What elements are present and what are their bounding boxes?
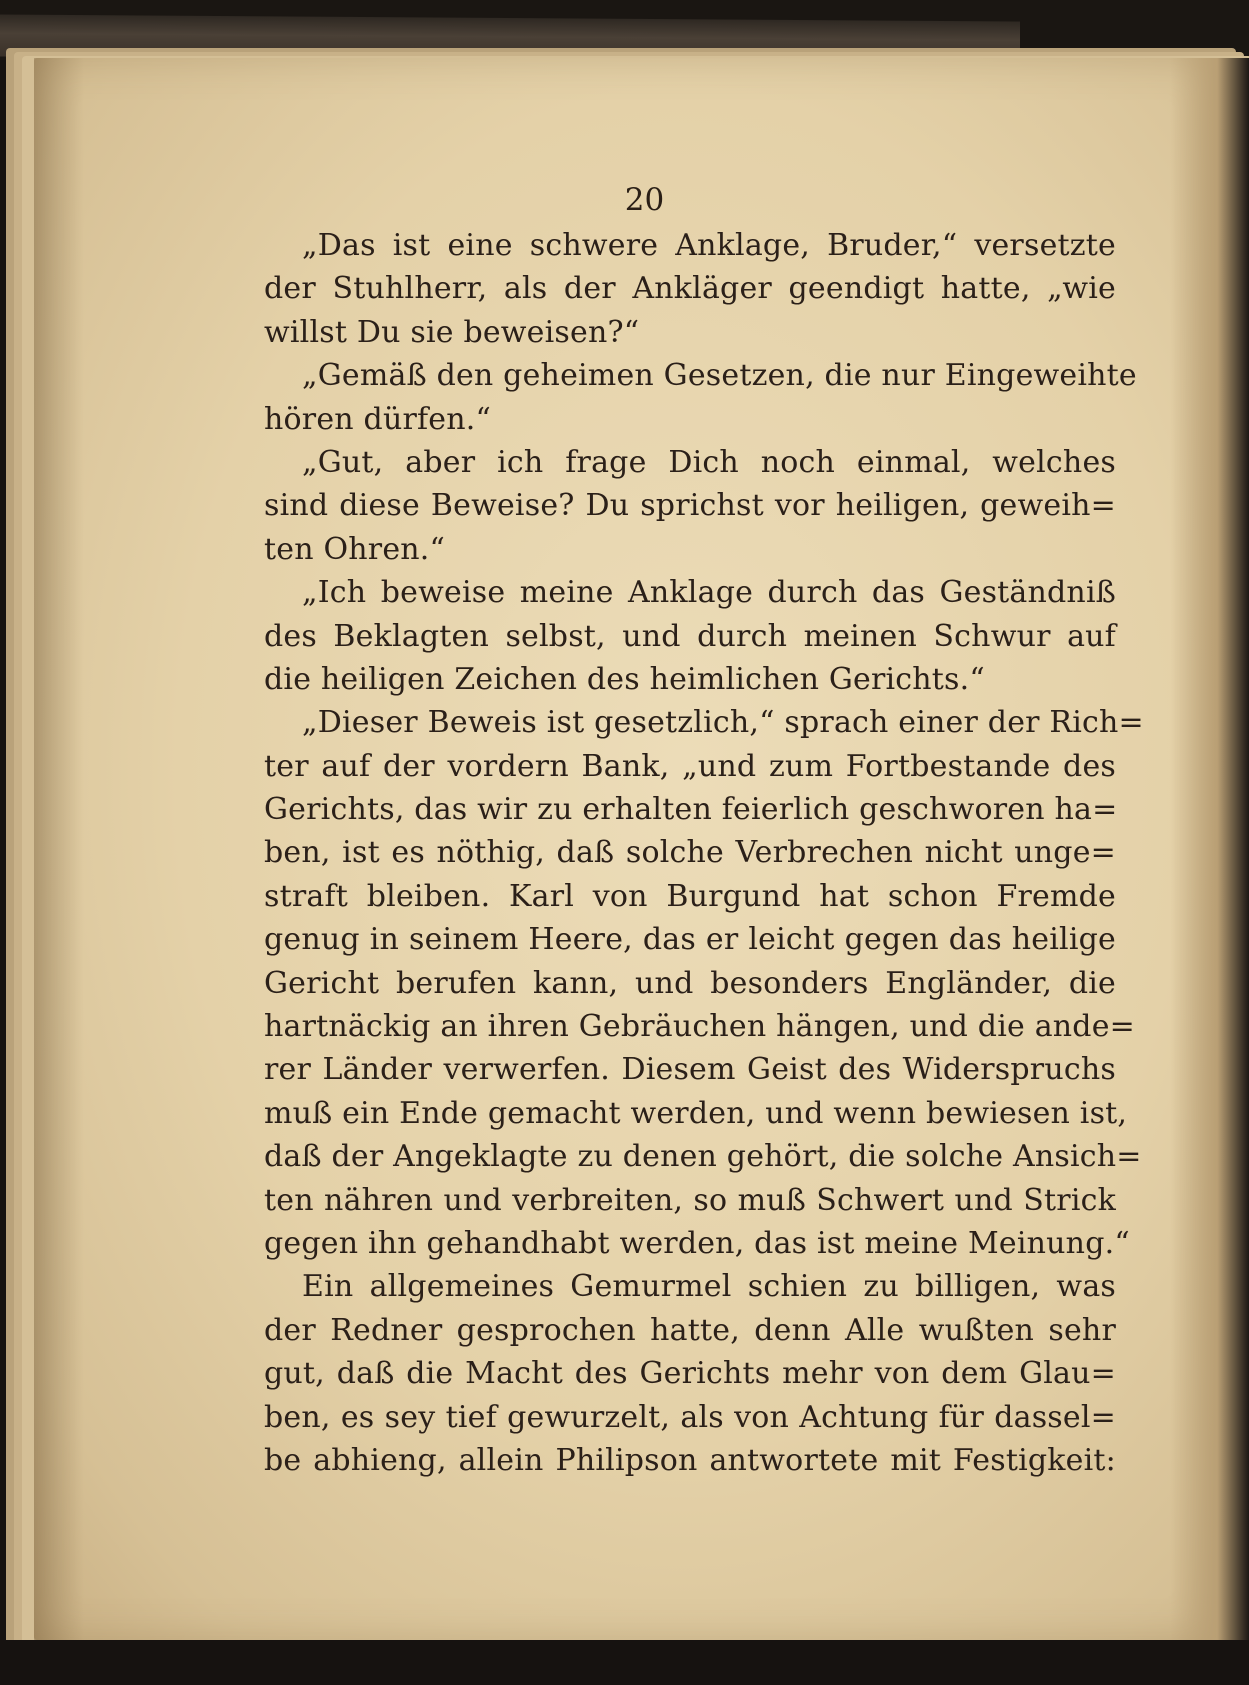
text-line: Gericht berufen kann, und besonders Engländer, die xyxy=(264,965,1116,1001)
text-line: gegen ihn gehandhabt werden, das ist meine Meinung.“ xyxy=(264,1225,1130,1261)
text-line: „Ich beweise meine Anklage durch das Geständniß xyxy=(302,575,1116,611)
gutter-shadow xyxy=(34,58,84,1640)
text-line: „Gemäß den geheimen Gesetzen, die nur Eingeweihte xyxy=(302,358,1137,394)
text-line: be abhieng, allein Philipson antwortete mit Festigkeit: xyxy=(264,1442,1116,1478)
text-line: ben, ist es nöthig, daß solche Verbrechen nicht unge= xyxy=(264,835,1116,871)
text-line: Gerichts, das wir zu erhalten feierlich geschworen ha= xyxy=(264,792,1118,828)
text-line: ben, es sey tief gewurzelt, als von Achtung für dassel= xyxy=(264,1399,1116,1435)
text-line: der Redner gesprochen hatte, denn Alle wußten sehr xyxy=(264,1312,1116,1348)
text-line: willst Du sie beweisen?“ xyxy=(264,314,640,350)
text-line: straft bleiben. Karl von Burgund hat schon Fremde xyxy=(264,878,1116,914)
text-line: sind diese Beweise? Du sprichst vor heiligen, geweih= xyxy=(264,488,1116,524)
text-line: hören dürfen.“ xyxy=(264,401,492,437)
text-line: des Beklagten selbst, und durch meinen Schwur auf xyxy=(264,618,1116,654)
text-line: gut, daß die Macht des Gerichts mehr von dem Glau= xyxy=(264,1356,1116,1392)
page-right-edge xyxy=(1170,58,1249,1640)
text-line: „Dieser Beweis ist gesetzlich,“ sprach einer der Rich= xyxy=(302,705,1144,741)
page-number: 20 xyxy=(624,182,665,218)
text-line: ten nähren und verbreiten, so muß Schwert und Strick xyxy=(264,1182,1116,1218)
text-line: genug in seinem Heere, das er leicht gegen das heilige xyxy=(264,922,1116,958)
text-line: die heiligen Zeichen des heimlichen Gerichts.“ xyxy=(264,661,985,697)
text-line: der Stuhlherr, als der Ankläger geendigt hatte, „wie xyxy=(264,271,1116,307)
text-line: Ein allgemeines Gemurmel schien zu billigen, was xyxy=(302,1269,1116,1305)
text-line: ten Ohren.“ xyxy=(264,531,446,567)
text-line: rer Länder verwerfen. Diesem Geist des Widerspruchs xyxy=(264,1052,1116,1088)
text-line: „Gut, aber ich frage Dich noch einmal, welches xyxy=(302,444,1116,480)
scan-bottom-edge xyxy=(0,1640,1249,1685)
body-text xyxy=(264,224,1144,1482)
text-line: muß ein Ende gemacht werden, und wenn bewiesen ist, xyxy=(264,1095,1128,1131)
text-line: daß der Angeklagte zu denen gehört, die solche Ansich= xyxy=(264,1139,1142,1175)
text-line: „Das ist eine schwere Anklage, Bruder,“ versetzte xyxy=(302,228,1116,263)
text-line: ter auf der vordern Bank, „und zum Fortbestande des xyxy=(264,748,1116,784)
text-line: hartnäckig an ihren Gebräuchen hängen, und die ande= xyxy=(264,1009,1135,1045)
